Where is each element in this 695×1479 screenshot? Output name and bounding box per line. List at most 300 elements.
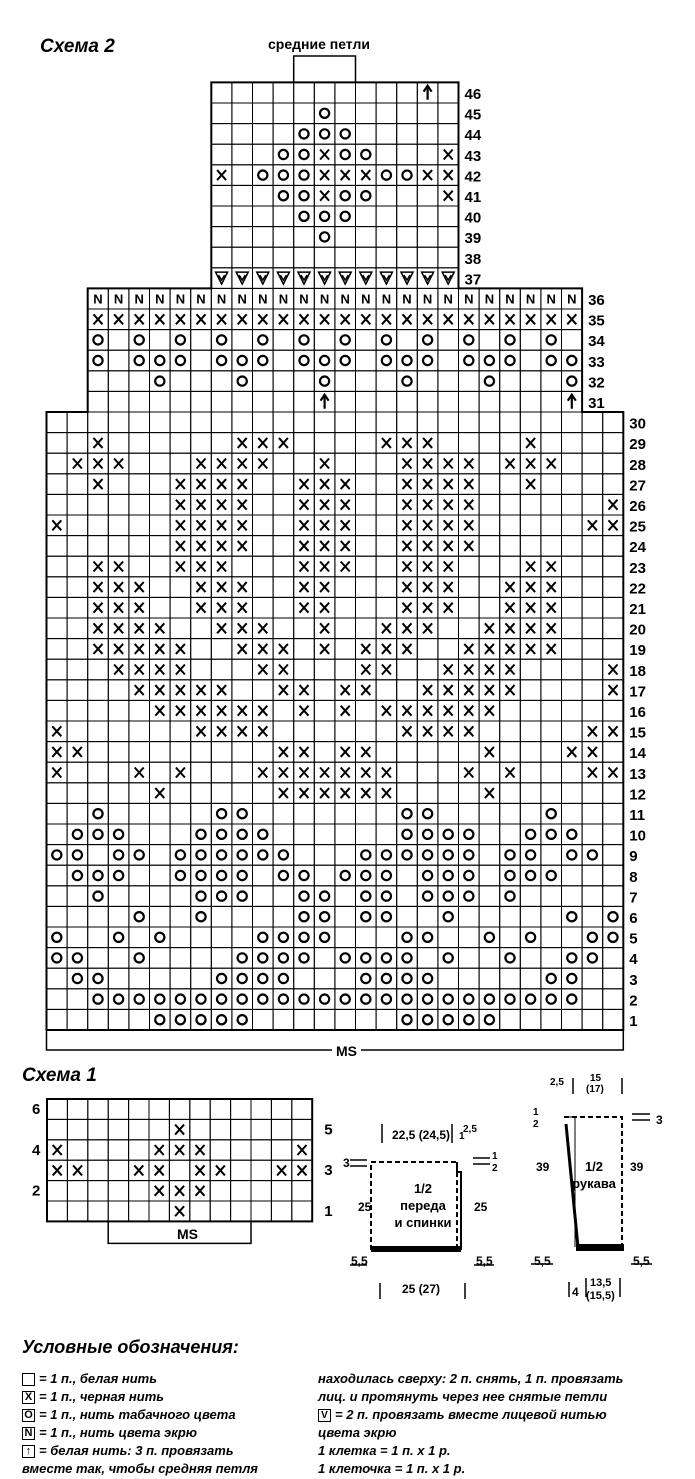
grid-cell bbox=[520, 783, 541, 804]
grid-cell bbox=[479, 886, 500, 907]
grid-cell bbox=[191, 886, 212, 907]
grid-cell bbox=[562, 968, 583, 989]
x-mark bbox=[423, 479, 432, 489]
grid-cell bbox=[47, 597, 68, 618]
grid-cell bbox=[562, 556, 583, 577]
grid-cell bbox=[541, 948, 562, 969]
grid-cell bbox=[376, 742, 397, 763]
x-mark bbox=[320, 520, 329, 530]
o-mark bbox=[505, 850, 514, 859]
grid-cell bbox=[520, 536, 541, 557]
grid-cell bbox=[253, 165, 274, 186]
o-mark bbox=[464, 995, 473, 1004]
grid-cell bbox=[582, 577, 603, 598]
grid-cell bbox=[294, 350, 315, 371]
o-mark bbox=[567, 953, 576, 962]
o-mark bbox=[238, 809, 247, 818]
x-mark bbox=[300, 768, 309, 778]
grid-cell bbox=[211, 927, 232, 948]
grid-cell bbox=[479, 494, 500, 515]
grid-cell bbox=[47, 433, 68, 454]
scheme1-cell bbox=[190, 1099, 210, 1119]
grid-cell bbox=[335, 144, 356, 165]
o-mark bbox=[299, 995, 308, 1004]
x-mark bbox=[403, 459, 412, 469]
grid-cell bbox=[314, 721, 335, 742]
legend-item-ecru: N = 1 п., нить цвета экрю bbox=[22, 1424, 312, 1442]
grid-cell bbox=[88, 989, 109, 1010]
o-mark bbox=[176, 1015, 185, 1024]
grid-cell bbox=[459, 330, 480, 351]
grid-cell bbox=[253, 824, 274, 845]
x-mark bbox=[135, 314, 144, 324]
x-mark bbox=[238, 520, 247, 530]
o-mark bbox=[155, 1015, 164, 1024]
o-mark bbox=[361, 871, 370, 880]
grid-cell bbox=[211, 412, 232, 433]
grid-cell bbox=[191, 845, 212, 866]
x-mark bbox=[176, 479, 185, 489]
o-mark bbox=[547, 871, 556, 880]
grid-cell bbox=[479, 474, 500, 495]
x-mark bbox=[588, 726, 597, 736]
grid-cell bbox=[376, 206, 397, 227]
grid-cell bbox=[129, 906, 150, 927]
scheme1-cell bbox=[129, 1099, 149, 1119]
o-mark bbox=[299, 356, 308, 365]
grid-cell bbox=[459, 597, 480, 618]
o-mark bbox=[444, 871, 453, 880]
grid-cell bbox=[335, 433, 356, 454]
o-mark bbox=[217, 356, 226, 365]
row-number: 30 bbox=[629, 415, 646, 433]
x-mark bbox=[114, 459, 123, 469]
grid-cell bbox=[253, 536, 274, 557]
x-mark bbox=[464, 541, 473, 551]
o-mark bbox=[567, 912, 576, 921]
row-number: 8 bbox=[629, 868, 638, 886]
x-mark bbox=[361, 747, 370, 757]
grid-cell bbox=[356, 227, 377, 248]
grid-cell bbox=[129, 536, 150, 557]
grid-cell bbox=[417, 803, 438, 824]
grid-cell bbox=[129, 330, 150, 351]
grid-cell bbox=[273, 124, 294, 145]
grid-cell bbox=[129, 453, 150, 474]
grid-cell bbox=[273, 927, 294, 948]
grid-cell bbox=[150, 906, 171, 927]
grid-cell bbox=[47, 474, 68, 495]
grid-cell bbox=[438, 103, 459, 124]
grid-cell bbox=[211, 742, 232, 763]
grid-cell bbox=[438, 886, 459, 907]
grid-cell bbox=[294, 845, 315, 866]
grid-cell bbox=[273, 103, 294, 124]
grid-cell bbox=[376, 371, 397, 392]
grid-cell bbox=[397, 350, 418, 371]
grid-cell bbox=[335, 124, 356, 145]
grid-cell bbox=[191, 989, 212, 1010]
grid-cell bbox=[191, 906, 212, 927]
o-mark bbox=[93, 974, 102, 983]
grid-cell bbox=[417, 742, 438, 763]
grid-cell bbox=[67, 618, 88, 639]
grid-cell bbox=[562, 474, 583, 495]
grid-cell bbox=[47, 824, 68, 845]
x-mark bbox=[382, 438, 391, 448]
o-mark bbox=[402, 850, 411, 859]
row-number: 29 bbox=[629, 436, 646, 454]
grid-cell bbox=[376, 824, 397, 845]
white-cell-icon bbox=[22, 1373, 35, 1386]
v-mark bbox=[401, 272, 413, 284]
x-mark bbox=[464, 500, 473, 510]
grid-cell bbox=[479, 330, 500, 351]
x-mark bbox=[361, 644, 370, 654]
x-mark bbox=[300, 520, 309, 530]
x-mark bbox=[320, 314, 329, 324]
grid-cell bbox=[479, 948, 500, 969]
grid-cell bbox=[191, 948, 212, 969]
grid-cell bbox=[294, 865, 315, 886]
x-mark bbox=[155, 314, 164, 324]
o-mark bbox=[567, 995, 576, 1004]
grid-cell bbox=[520, 350, 541, 371]
x-mark bbox=[217, 459, 226, 469]
x-mark bbox=[197, 459, 206, 469]
v-mark bbox=[360, 272, 372, 284]
o-mark bbox=[279, 150, 288, 159]
grid-cell bbox=[129, 515, 150, 536]
o-mark bbox=[238, 995, 247, 1004]
grid-cell bbox=[603, 989, 624, 1010]
grid-cell bbox=[47, 1009, 68, 1030]
grid-cell bbox=[520, 824, 541, 845]
o-mark bbox=[299, 335, 308, 344]
grid-cell bbox=[582, 803, 603, 824]
legend-item-tobacco: O = 1 п., нить табачного цвета bbox=[22, 1406, 312, 1424]
grid-cell bbox=[562, 1009, 583, 1030]
o-mark bbox=[217, 995, 226, 1004]
x-mark bbox=[403, 541, 412, 551]
grid-cell bbox=[335, 639, 356, 660]
scheme1-cell bbox=[251, 1099, 271, 1119]
grid-cell bbox=[376, 906, 397, 927]
grid-cell bbox=[150, 927, 171, 948]
grid-cell bbox=[376, 144, 397, 165]
o-mark bbox=[196, 892, 205, 901]
grid-cell bbox=[150, 824, 171, 845]
o-mark bbox=[547, 974, 556, 983]
o-mark bbox=[279, 171, 288, 180]
x-mark bbox=[403, 479, 412, 489]
grid-cell bbox=[335, 824, 356, 845]
x-mark bbox=[258, 623, 267, 633]
x-mark bbox=[382, 706, 391, 716]
grid-cell bbox=[294, 968, 315, 989]
grid-cell bbox=[129, 371, 150, 392]
grid-cell bbox=[129, 1009, 150, 1030]
grid-cell bbox=[191, 927, 212, 948]
x-mark bbox=[320, 191, 329, 201]
o-mark bbox=[73, 974, 82, 983]
grid-cell bbox=[47, 412, 68, 433]
grid-cell bbox=[314, 659, 335, 680]
grid-cell bbox=[520, 803, 541, 824]
grid-cell bbox=[67, 783, 88, 804]
grid-cell bbox=[67, 680, 88, 701]
front-top-small2: 1 bbox=[459, 1131, 465, 1142]
grid-cell bbox=[397, 412, 418, 433]
x-mark bbox=[135, 685, 144, 695]
grid-cell bbox=[129, 700, 150, 721]
scheme1-cell bbox=[47, 1201, 67, 1221]
grid-cell bbox=[582, 865, 603, 886]
grid-cell bbox=[376, 803, 397, 824]
o-mark bbox=[485, 356, 494, 365]
grid-cell bbox=[232, 906, 253, 927]
sleeve-bottom-right: 5,5 bbox=[633, 1254, 650, 1268]
o-mark bbox=[423, 995, 432, 1004]
grid-cell bbox=[520, 968, 541, 989]
n-mark: N bbox=[196, 291, 206, 307]
grid-cell bbox=[211, 783, 232, 804]
legend-item-white: = 1 п., белая нить bbox=[22, 1370, 312, 1388]
front-width: 25 (27) bbox=[402, 1282, 441, 1296]
grid-cell bbox=[335, 1009, 356, 1030]
grid-cell bbox=[67, 433, 88, 454]
grid-cell bbox=[479, 577, 500, 598]
grid-cell bbox=[356, 412, 377, 433]
x-mark bbox=[547, 644, 556, 654]
o-mark bbox=[176, 335, 185, 344]
o-mark bbox=[588, 850, 597, 859]
n-mark: N bbox=[237, 291, 247, 307]
scheme1-cell bbox=[210, 1140, 230, 1160]
grid-cell bbox=[459, 865, 480, 886]
sleeve-top-right-2: (17) bbox=[586, 1084, 604, 1095]
grid-cell bbox=[417, 227, 438, 248]
grid-cell bbox=[47, 577, 68, 598]
grid-cell bbox=[88, 721, 109, 742]
grid-cell bbox=[273, 165, 294, 186]
grid-cell bbox=[541, 474, 562, 495]
grid-cell bbox=[129, 783, 150, 804]
grid-cell bbox=[562, 639, 583, 660]
grid-cell bbox=[500, 742, 521, 763]
grid-cell bbox=[459, 783, 480, 804]
grid-cell bbox=[232, 948, 253, 969]
grid-cell bbox=[459, 803, 480, 824]
o-mark bbox=[423, 871, 432, 880]
grid-cell bbox=[108, 886, 129, 907]
o-mark bbox=[73, 830, 82, 839]
grid-cell bbox=[170, 948, 191, 969]
o-mark bbox=[176, 995, 185, 1004]
x-mark bbox=[361, 768, 370, 778]
scheme1-cell bbox=[67, 1140, 87, 1160]
arrow-mark bbox=[321, 395, 329, 409]
sleeve-width-2: 13,5 bbox=[590, 1277, 612, 1289]
grid-cell bbox=[417, 371, 438, 392]
legend-right-line-2: лиц. и протянуть через нее снятые петли bbox=[318, 1389, 608, 1404]
sleeve-mark-left-2: 2 bbox=[533, 1119, 539, 1130]
grid-cell bbox=[150, 433, 171, 454]
grid-cell bbox=[438, 824, 459, 845]
o-mark bbox=[217, 1015, 226, 1024]
o-mark bbox=[217, 974, 226, 983]
grid-cell bbox=[170, 989, 191, 1010]
grid-cell bbox=[459, 989, 480, 1010]
x-mark bbox=[258, 768, 267, 778]
grid-cell bbox=[314, 680, 335, 701]
o-mark bbox=[444, 850, 453, 859]
grid-cell bbox=[376, 927, 397, 948]
o-mark bbox=[258, 933, 267, 942]
grid-cell bbox=[417, 330, 438, 351]
x-mark bbox=[320, 150, 329, 160]
x-mark bbox=[609, 665, 618, 675]
grid-cell bbox=[129, 721, 150, 742]
x-mark bbox=[52, 768, 61, 778]
o-mark bbox=[505, 356, 514, 365]
grid-cell bbox=[88, 536, 109, 557]
sleeve-top-right-1: 15 bbox=[590, 1073, 602, 1084]
grid-cell bbox=[150, 989, 171, 1010]
o-mark bbox=[547, 995, 556, 1004]
grid-cell bbox=[417, 948, 438, 969]
grid-cell bbox=[314, 845, 335, 866]
grid-cell bbox=[232, 680, 253, 701]
grid-cell bbox=[603, 700, 624, 721]
grid-cell bbox=[232, 845, 253, 866]
sleeve-side-left: 39 bbox=[536, 1160, 550, 1174]
x-mark bbox=[279, 665, 288, 675]
x-mark bbox=[217, 541, 226, 551]
x-mark bbox=[176, 706, 185, 716]
x-mark bbox=[155, 644, 164, 654]
x-mark bbox=[197, 726, 206, 736]
row-number: 15 bbox=[629, 724, 646, 742]
scheme1-cell bbox=[129, 1201, 149, 1221]
x-mark bbox=[320, 479, 329, 489]
grid-cell bbox=[47, 639, 68, 660]
row-number: 6 bbox=[629, 910, 638, 927]
o-mark bbox=[217, 830, 226, 839]
grid-cell bbox=[397, 824, 418, 845]
n-mark: N bbox=[258, 291, 268, 307]
x-mark bbox=[526, 582, 535, 592]
o-mark bbox=[238, 850, 247, 859]
scheme1-cell bbox=[47, 1099, 67, 1119]
grid-cell bbox=[294, 165, 315, 186]
o-mark bbox=[238, 892, 247, 901]
grid-cell bbox=[294, 618, 315, 639]
scheme1-cell bbox=[271, 1119, 291, 1139]
grid-cell bbox=[211, 1009, 232, 1030]
grid-cell bbox=[170, 886, 191, 907]
x-mark bbox=[320, 582, 329, 592]
grid-cell bbox=[314, 371, 335, 392]
grid-cell bbox=[520, 845, 541, 866]
x-mark bbox=[300, 603, 309, 613]
o-mark bbox=[505, 995, 514, 1004]
grid-cell bbox=[397, 659, 418, 680]
grid-cell bbox=[397, 968, 418, 989]
grid-cell bbox=[500, 494, 521, 515]
x-mark bbox=[341, 500, 350, 510]
scheme1-cell bbox=[88, 1119, 108, 1139]
x-mark bbox=[176, 541, 185, 551]
grid-cell bbox=[417, 824, 438, 845]
grid-cell bbox=[562, 515, 583, 536]
scheme1-x-mark bbox=[196, 1186, 205, 1196]
legend-right bbox=[318, 1370, 688, 1478]
grid-cell bbox=[603, 824, 624, 845]
grid-cell bbox=[356, 803, 377, 824]
o-mark bbox=[526, 995, 535, 1004]
grid-cell bbox=[397, 247, 418, 268]
front-label-line-2: переда bbox=[400, 1198, 446, 1213]
x-mark bbox=[258, 314, 267, 324]
v-mark bbox=[277, 272, 289, 284]
x-mark bbox=[197, 706, 206, 716]
x-mark bbox=[382, 788, 391, 798]
grid-cell bbox=[67, 989, 88, 1010]
grid-cell bbox=[253, 82, 274, 103]
o-mark bbox=[114, 995, 123, 1004]
scheme1-cell bbox=[108, 1140, 128, 1160]
grid-cell bbox=[211, 968, 232, 989]
grid-cell bbox=[47, 906, 68, 927]
grid-cell bbox=[47, 927, 68, 948]
grid-cell bbox=[500, 721, 521, 742]
grid-cell bbox=[129, 865, 150, 886]
grid-cell bbox=[211, 886, 232, 907]
grid-cell bbox=[459, 433, 480, 454]
o-mark bbox=[423, 850, 432, 859]
grid-cell bbox=[273, 247, 294, 268]
x-mark bbox=[444, 706, 453, 716]
grid-cell bbox=[67, 886, 88, 907]
o-mark bbox=[93, 995, 102, 1004]
x-mark bbox=[609, 520, 618, 530]
x-mark bbox=[320, 623, 329, 633]
x-mark bbox=[73, 747, 82, 757]
o-mark bbox=[444, 830, 453, 839]
grid-cell bbox=[191, 1009, 212, 1030]
grid-cell bbox=[253, 227, 274, 248]
grid-cell bbox=[500, 906, 521, 927]
scheme1-cell bbox=[88, 1099, 108, 1119]
grid-cell bbox=[273, 1009, 294, 1030]
grid-cell bbox=[417, 886, 438, 907]
row-number: 17 bbox=[629, 683, 646, 701]
grid-cell bbox=[170, 412, 191, 433]
x-mark bbox=[238, 706, 247, 716]
grid-cell bbox=[67, 845, 88, 866]
row-number: 27 bbox=[629, 477, 646, 495]
grid-cell bbox=[335, 227, 356, 248]
x-mark bbox=[176, 644, 185, 654]
grid-cell bbox=[108, 433, 129, 454]
o-mark bbox=[341, 953, 350, 962]
x-mark bbox=[423, 562, 432, 572]
grid-cell bbox=[356, 968, 377, 989]
grid-cell bbox=[88, 845, 109, 866]
scheme1-cell bbox=[108, 1201, 128, 1221]
grid-cell bbox=[356, 906, 377, 927]
